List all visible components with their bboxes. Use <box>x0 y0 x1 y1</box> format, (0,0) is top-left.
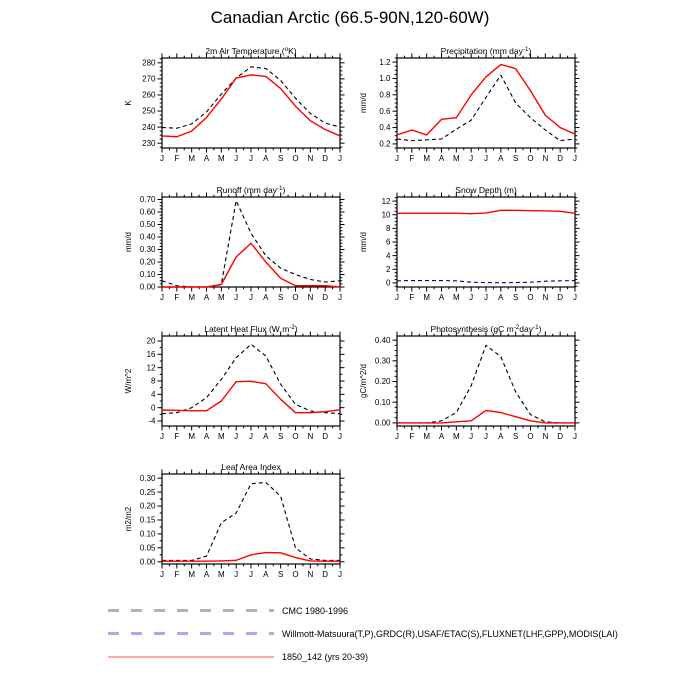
y-tick-label: 0.40 <box>374 335 391 345</box>
y-tick-label: 0 <box>151 403 156 413</box>
y-axis-label: K <box>124 100 133 106</box>
x-tick-label: J <box>234 570 239 579</box>
chart-2m-air-temperature <box>124 46 345 163</box>
legend-label-willmott: Willmott-Matsuura(T,P),GRDC(R),USAF/ETAC(S),FLUXNET(LHF,GPP),MODIS(LAI) <box>282 628 618 639</box>
y-tick-label: 10 <box>381 210 391 220</box>
y-tick-label: 12 <box>381 196 391 206</box>
x-tick-label: O <box>292 293 299 302</box>
chart-precipitation <box>359 46 580 163</box>
x-tick-label: S <box>277 293 284 302</box>
x-tick-label: J <box>338 154 342 163</box>
y-axis-label: mm/d <box>124 232 133 252</box>
y-axis-label: mm/d <box>359 93 368 113</box>
plot-frame <box>162 58 340 148</box>
y-tick-label: 0.30 <box>139 245 156 255</box>
y-tick-label: 6 <box>386 237 391 247</box>
y-tick-label: 0.8 <box>379 90 391 100</box>
x-tick-label: M <box>217 570 225 579</box>
chart-title: Precipitation (mm day$^{-1}$) <box>440 45 532 56</box>
chart-title: Runoff (mm day$^{-1}$) <box>216 184 286 195</box>
x-tick-label: J <box>338 293 342 302</box>
x-tick-label: M <box>188 293 196 302</box>
x-tick-label: A <box>498 293 504 302</box>
x-tick-label: M <box>452 154 460 163</box>
y-tick-label: 8 <box>151 376 156 386</box>
x-tick-label: M <box>217 154 225 163</box>
y-tick-label: 240 <box>142 122 156 132</box>
chart-snow-depth <box>359 185 580 302</box>
x-tick-label: J <box>469 432 474 441</box>
x-tick-label: J <box>338 570 342 579</box>
y-tick-label: 0.50 <box>139 220 156 230</box>
series-model-snow-depth <box>397 210 575 213</box>
x-tick-label: J <box>484 432 488 441</box>
page-title: Canadian Arctic (66.5-90N,120-60W) <box>210 8 490 27</box>
legend-item-willmott <box>108 622 618 645</box>
y-tick-label: 0.60 <box>139 207 156 217</box>
y-tick-label: 16 <box>146 350 156 360</box>
series-obs-leaf-area-index <box>162 482 340 560</box>
chart-title: Snow Depth (m) <box>455 185 517 195</box>
x-tick-label: O <box>292 154 299 163</box>
x-tick-label: A <box>263 432 269 441</box>
y-axis-label: W/m^2 <box>124 368 133 394</box>
x-tick-label: A <box>498 432 504 441</box>
x-tick-label: D <box>322 293 329 302</box>
x-tick-label: S <box>512 293 519 302</box>
y-tick-label: 0.2 <box>379 139 391 149</box>
x-tick-label: J <box>249 432 253 441</box>
x-tick-label: J <box>573 293 577 302</box>
x-tick-label: S <box>277 154 284 163</box>
x-tick-label: J <box>484 293 488 302</box>
y-tick-label: 0.6 <box>379 106 391 116</box>
series-model-leaf-area-index <box>162 553 340 562</box>
x-tick-label: F <box>174 432 180 441</box>
y-axis-label: m2/m2 <box>124 506 133 532</box>
x-tick-label: A <box>438 154 445 163</box>
x-tick-label: A <box>203 293 210 302</box>
x-tick-label: F <box>174 154 180 163</box>
plot-frame <box>162 474 340 564</box>
series-obs-precipitation <box>397 75 575 140</box>
x-tick-label: J <box>395 293 399 302</box>
x-tick-label: J <box>234 432 239 441</box>
x-tick-label: S <box>277 432 284 441</box>
x-tick-label: J <box>395 154 399 163</box>
series-model-photosynthesis <box>397 410 575 422</box>
x-tick-label: F <box>174 570 180 579</box>
y-tick-label: 20 <box>146 336 156 346</box>
y-tick-label: 1.2 <box>379 57 391 67</box>
y-tick-label: 0.40 <box>139 232 156 242</box>
x-tick-label: A <box>263 293 269 302</box>
x-tick-label: O <box>292 570 299 579</box>
x-tick-label: D <box>557 432 564 441</box>
y-tick-label: 0.00 <box>139 282 156 292</box>
x-tick-label: O <box>527 432 534 441</box>
x-tick-label: J <box>469 154 474 163</box>
series-model-latent-heat-flux <box>162 381 340 412</box>
legend-swatch-1 <box>108 632 274 635</box>
legend-swatch-2 <box>108 656 274 658</box>
y-tick-label: 0.30 <box>374 356 391 366</box>
x-tick-label: J <box>338 432 342 441</box>
legend-label-model: 1850_142 (yrs 20-39) <box>282 651 369 662</box>
y-tick-label: 230 <box>142 138 156 148</box>
x-tick-label: M <box>217 432 225 441</box>
x-tick-label: D <box>322 154 329 163</box>
y-tick-label: 0.70 <box>139 195 156 205</box>
x-tick-label: A <box>263 154 269 163</box>
y-tick-label: 12 <box>146 363 156 373</box>
series-model-precipitation <box>397 65 575 135</box>
series-obs-2m-air-temperature <box>162 67 340 128</box>
x-tick-label: J <box>234 293 239 302</box>
y-tick-label: 0.05 <box>139 543 156 553</box>
y-tick-label: 4 <box>151 390 156 400</box>
x-tick-label: N <box>542 432 549 441</box>
y-tick-label: 8 <box>386 224 391 234</box>
y-tick-label: 0.15 <box>139 515 156 525</box>
y-tick-label: 280 <box>142 58 156 68</box>
y-tick-label: -4 <box>148 416 156 426</box>
chart-leaf-area-index <box>124 462 345 579</box>
x-tick-label: S <box>277 570 284 579</box>
chart-title: Latent Heat Flux (W $m^{-2}$) <box>204 323 298 334</box>
x-tick-label: A <box>263 570 269 579</box>
x-tick-label: J <box>249 154 253 163</box>
x-tick-label: A <box>203 432 210 441</box>
y-tick-label: 260 <box>142 90 156 100</box>
x-tick-label: O <box>527 293 534 302</box>
chart-latent-heat-flux <box>124 324 345 441</box>
legend-item-model <box>108 645 618 668</box>
y-tick-label: 4 <box>386 251 391 261</box>
y-axis-label: mm/d <box>359 232 368 252</box>
legend-swatch-0 <box>108 609 274 612</box>
y-tick-label: 1.0 <box>379 74 391 84</box>
x-tick-label: M <box>188 154 196 163</box>
x-tick-label: S <box>512 154 519 163</box>
x-tick-label: J <box>234 154 239 163</box>
x-tick-label: D <box>322 432 329 441</box>
y-tick-label: 0.10 <box>139 529 156 539</box>
x-tick-label: A <box>203 154 210 163</box>
x-tick-label: F <box>409 432 415 441</box>
y-tick-label: 0.20 <box>139 257 156 267</box>
x-tick-label: F <box>409 293 415 302</box>
chart-title: Leaf Area Index <box>221 462 281 472</box>
x-tick-label: J <box>160 293 164 302</box>
legend-item-cmc <box>108 599 618 622</box>
x-tick-label: J <box>160 154 164 163</box>
x-tick-label: J <box>573 154 577 163</box>
x-tick-label: M <box>188 570 196 579</box>
x-tick-label: O <box>292 432 299 441</box>
x-tick-label: M <box>423 293 431 302</box>
x-tick-label: A <box>498 154 504 163</box>
x-tick-label: F <box>174 293 180 302</box>
x-tick-label: N <box>307 293 314 302</box>
x-tick-label: M <box>423 154 431 163</box>
y-tick-label: 0.10 <box>139 270 156 280</box>
series-obs-latent-heat-flux <box>162 344 340 413</box>
y-tick-label: 0.00 <box>139 557 156 567</box>
x-tick-label: J <box>469 293 474 302</box>
y-tick-label: 0.25 <box>139 487 156 497</box>
x-tick-label: S <box>512 432 519 441</box>
chart-runoff <box>124 185 345 302</box>
series-model-2m-air-temperature <box>162 75 340 137</box>
y-tick-label: 0.10 <box>374 397 391 407</box>
y-tick-label: 0.4 <box>379 123 391 133</box>
x-tick-label: D <box>557 154 564 163</box>
y-axis-label: gC/m^2/d <box>359 364 368 398</box>
x-tick-label: M <box>452 293 460 302</box>
x-tick-label: A <box>438 293 445 302</box>
y-tick-label: 0.00 <box>374 418 391 428</box>
x-tick-label: A <box>438 432 445 441</box>
series-obs-snow-depth <box>397 281 575 283</box>
x-tick-label: M <box>217 293 225 302</box>
x-tick-label: D <box>322 570 329 579</box>
x-tick-label: D <box>557 293 564 302</box>
y-tick-label: 250 <box>142 106 156 116</box>
x-tick-label: J <box>484 154 488 163</box>
x-tick-label: N <box>542 293 549 302</box>
x-tick-label: J <box>249 293 253 302</box>
x-tick-label: N <box>307 154 314 163</box>
x-tick-label: J <box>160 570 164 579</box>
x-tick-label: J <box>249 570 253 579</box>
x-tick-label: J <box>573 432 577 441</box>
x-tick-label: J <box>395 432 399 441</box>
chart-title: Photosynthesis (gC $m^{-2}day^{-1}$) <box>430 323 542 334</box>
x-tick-label: O <box>527 154 534 163</box>
x-tick-label: M <box>452 432 460 441</box>
y-tick-label: 0 <box>386 278 391 288</box>
plot-frame <box>162 197 340 287</box>
x-tick-label: M <box>423 432 431 441</box>
y-tick-label: 0.20 <box>139 501 156 511</box>
x-tick-label: A <box>203 570 210 579</box>
x-tick-label: N <box>542 154 549 163</box>
x-tick-label: J <box>160 432 164 441</box>
y-tick-label: 0.20 <box>374 377 391 387</box>
y-tick-label: 2 <box>386 264 391 274</box>
y-tick-label: 0.30 <box>139 473 156 483</box>
chart-title: 2m Air Temperature ($^o$K) <box>205 45 297 56</box>
plot-frame <box>397 336 575 426</box>
x-tick-label: N <box>307 570 314 579</box>
chart-photosynthesis <box>359 324 580 441</box>
x-tick-label: M <box>188 432 196 441</box>
y-tick-label: 270 <box>142 74 156 84</box>
x-tick-label: N <box>307 432 314 441</box>
legend-label-cmc: CMC 1980-1996 <box>282 605 349 616</box>
legend <box>108 599 618 668</box>
x-tick-label: F <box>409 154 415 163</box>
